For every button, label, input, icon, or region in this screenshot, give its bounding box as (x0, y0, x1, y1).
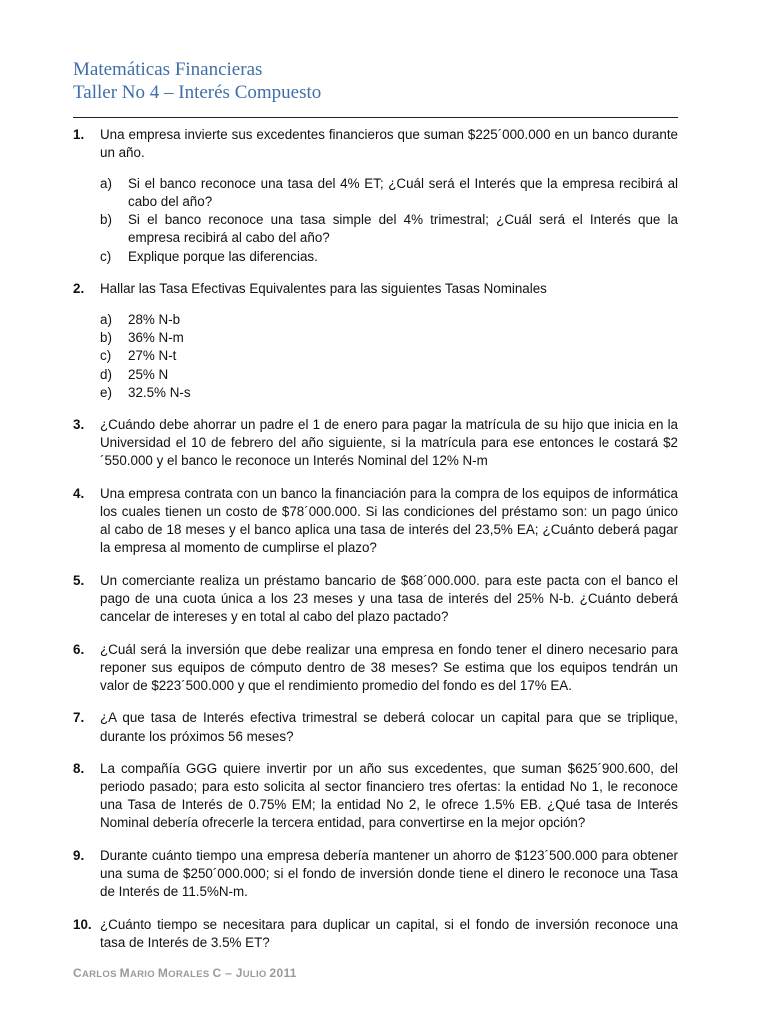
question-item (73, 572, 678, 626)
question-item (73, 126, 678, 266)
question-text: Hallar las Tasa Efectivas Equivalentes para las siguientes Tasas Nominales (100, 281, 547, 297)
subitem-text: 27% N-t (128, 348, 177, 364)
subitem-label: e) (100, 384, 112, 400)
question-number: 7. (73, 710, 85, 726)
question-number: 5. (73, 572, 85, 588)
question-number: 1. (73, 127, 85, 142)
question-body (100, 280, 678, 402)
footer-part: ORALES (168, 969, 213, 980)
question-number: 8. (73, 761, 85, 777)
question-text: Una empresa invierte sus excedentes financieros que suman $225´000.000 en un banco durante un año. (100, 127, 678, 161)
subitem-text: 25% N (128, 366, 169, 382)
question-item (73, 416, 678, 470)
subitem (100, 384, 678, 402)
subitem-label: c) (100, 248, 112, 264)
subitem-label: c) (100, 348, 112, 364)
footer-part: J (235, 966, 243, 980)
question-number: 6. (73, 641, 85, 657)
question-text: ¿Cuánto tiempo se necesitara para duplicar un capital, si el fondo de inversión reconoce una tasa de Interés de 3.5% ET? (100, 916, 678, 950)
question-body (100, 760, 678, 832)
subitem-text: 28% N-b (128, 312, 181, 328)
question-body (100, 572, 678, 626)
footer-part: ARIO (129, 969, 158, 980)
question-list (73, 126, 678, 966)
subitem (100, 329, 678, 347)
footer-part: M (157, 966, 169, 980)
question-item (73, 760, 678, 832)
question-item (73, 280, 678, 402)
header-divider (73, 117, 678, 118)
question-text: Durante cuánto tiempo una empresa debería mantener un ahorro de $123´500.000 para obtener una suma de $250´000.000; si el fondo de inversión donde tiene el dinero le reconoce una Tasa de Interés de 11.5%N-m. (100, 848, 678, 900)
question-number: 9. (73, 848, 85, 863)
question-item (73, 916, 678, 952)
subitem (100, 311, 678, 329)
question-item (73, 641, 678, 695)
subitem-text: Explique porque las diferencias. (128, 248, 318, 264)
subitem-label: b) (100, 212, 112, 228)
subitem (100, 248, 678, 266)
subitem-label: a) (100, 176, 112, 192)
subitem-label: b) (100, 330, 112, 346)
footer-part: ULIO (242, 969, 270, 980)
subitem-text: Si el banco reconoce una tasa simple del 4% trimestral; ¿Cuál será el Interés que la empresa recibirá al cabo del año? (128, 212, 678, 246)
footer-author (73, 966, 297, 980)
question-body (100, 485, 678, 557)
question-body (100, 709, 678, 745)
subitem-label: d) (100, 366, 112, 382)
question-body (100, 847, 678, 901)
workshop-title: Taller No 4 – Interés Compuesto (73, 82, 322, 103)
question-number: 2. (73, 281, 85, 297)
question-number: 3. (73, 417, 85, 433)
question-text: Un comerciante realiza un préstamo bancario de $68´000.000. para este pacta con el banco el pago de una cuota única a los 23 meses y una tasa de interés del 25% N-b. ¿Cuánto deberá cancelar de intereses y en total al cabo del plazo pactado? (100, 572, 678, 625)
question-body (100, 641, 678, 695)
subitem-text: Si el banco reconoce una tasa del 4% ET; ¿Cuál será el Interés que la empresa recibirá al cabo del año? (128, 176, 678, 210)
subitem-list (100, 311, 678, 401)
question-text: La compañía GGG quiere invertir por un año sus excedentes, que suman $625´900.600, del periodo pasado; para esto solicita al sector financiero tres ofertas: la entidad No 1, le reconoce una Tasa de Interés de 0.75% EM; la entidad No 2, le ofrece 1.5% EB. ¿Qué tasa de Interés Nominal debería ofrecerle la tercera entidad, para convertirse en la mejor opción? (100, 761, 678, 831)
subitem-text: 36% N-m (128, 330, 184, 346)
question-body (100, 126, 678, 266)
question-item (73, 709, 678, 745)
footer-part: C (73, 966, 82, 980)
question-text: Una empresa contrata con un banco la financiación para la compra de los equipos de informática los cuales tienen un costo de $78´000.000. Si las condiciones del préstamo son: un pago único al cabo de 18 meses y el banco aplica una tasa de interés del 23,5% EA; ¿Cuánto deberá pagar la empresa al momento de cumplirse el plazo? (100, 486, 678, 556)
question-body (100, 416, 678, 470)
footer-part: C – (212, 966, 236, 980)
subitem (100, 175, 678, 211)
question-item (73, 847, 678, 901)
footer-part: ARLOS (81, 969, 120, 980)
question-item (73, 485, 678, 557)
document-header (73, 58, 321, 104)
question-number: 4. (73, 486, 85, 501)
question-body (100, 916, 678, 952)
subitem (100, 211, 678, 247)
footer-part: M (119, 966, 130, 980)
subitem (100, 347, 678, 365)
subitem-list (100, 175, 678, 265)
question-text: ¿A que tasa de Interés efectiva trimestral se deberá colocar un capital para que se triplique, durante los próximos 56 meses? (100, 710, 678, 744)
subject-title: Matemáticas Financieras (73, 59, 263, 80)
question-text: ¿Cuál será la inversión que debe realizar una empresa en fondo tener el dinero necesario para reponer sus equipos de cómputo dentro de 38 meses? Se estima que los equipos tendrán un valor de $223´500.000 y que el rendimiento promedio del fondo es del 17% EA. (100, 641, 678, 693)
subitem-label: a) (100, 312, 112, 328)
subitem-text: 32.5% N-s (128, 384, 191, 400)
question-text: ¿Cuándo debe ahorrar un padre el 1 de enero para pagar la matrícula de su hijo que inicia en la Universidad el 10 de febrero del año siguiente, si la matrícula para ese entonces le costará $2´550.000 y el banco le reconoce un Interés Nominal del 12% N-m (100, 417, 678, 469)
question-number: 10. (73, 916, 92, 932)
footer-part: 2011 (269, 966, 297, 980)
subitem (100, 366, 678, 384)
